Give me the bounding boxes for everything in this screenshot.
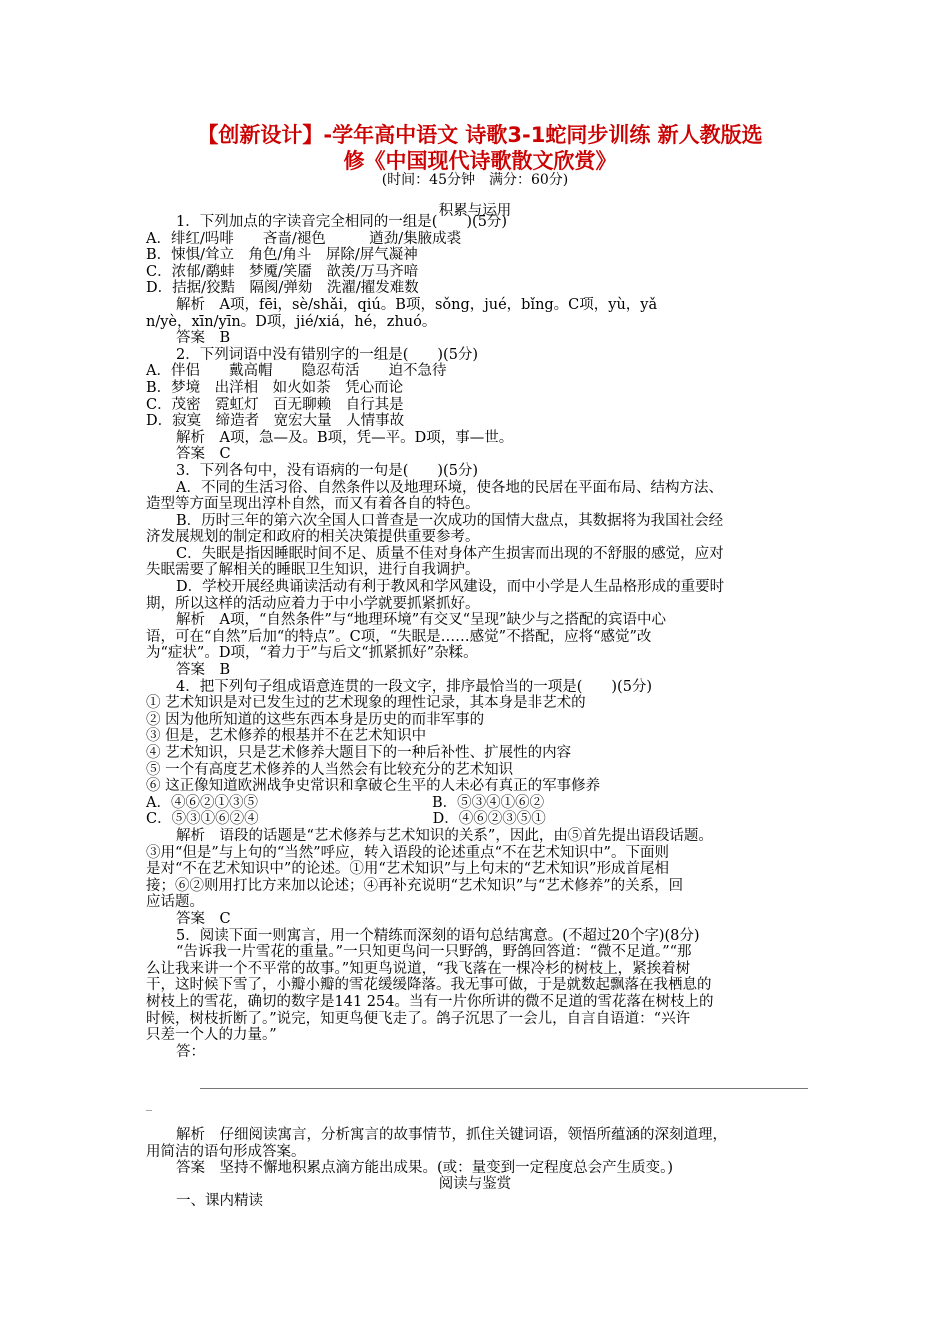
text-line: 答案 C [176,446,231,463]
section-subheading [176,1193,838,1210]
answer-dash: _ [146,1097,152,1111]
text-line: 语，可在“自然”后加“的特点”。C项，“失眠是……感觉”不搭配，应将“感觉”改 [146,628,652,645]
exercise-body [146,214,808,1060]
text-line: 4．把下列句子组成语意连贯的一段文字，排序最恰当的一项是( )(5分) [176,678,653,695]
text-line: A．④⑥②①③⑤ B．⑤③④①⑥② [146,794,545,811]
text-line: 为“症状”。D项，“着力于”与后文“抓紧抓好”杂糅。 [146,645,478,662]
document-title-line1: 【创新设计】-学年高中语文 诗歌3-1蛇同步训练 新人教版选 [197,123,763,147]
text-line: C．失眠是指因睡眠时间不足、质量不佳对身体产生损害而出现的不舒服的感觉，应对 [176,545,724,562]
text-line: 解析 A项，fēi，sè/shǎi，qiú。B项，sǒng，jué，bǐng。C项，yù，yǎ [176,296,658,313]
text-line: 树枝上的雪花，确切的数字是141 254。当有一片你所讲的微不足道的雪花落在树枝上的 [146,993,714,1010]
text-line: 解析 仔细阅读寓言，分析寓言的故事情节，抓住关键词语，领悟所蕴涵的深刻道理， [176,1127,727,1143]
text-line: 解析 A项，急—及。B项，凭—平。D项，事—世。 [176,429,514,446]
text-line: 答案 C [176,910,231,927]
text-line: 3．下列各句中，没有语病的一句是( )(5分) [176,462,479,479]
text-line: 接；⑥②则用打比方来加以论述；④再补充说明“艺术知识”与“艺术修养”的关系，回 [146,877,684,894]
text-line: ⑥ 这正像知道欧洲战争史常识和拿破仑生平的人未必有真正的军事修养 [146,778,601,795]
text-line: D．寂寞 缔造者 宽宏大量 人情事故 [146,413,405,430]
text-line: 答案 B [176,330,231,347]
text-line: D．学校开展经典诵读活动有利于教风和学风建设，而中小学是人生品格形成的重要时 [176,579,725,596]
text-line: A．伴侣 戴高帽 隐忍苟活 迫不急待 [146,363,447,380]
text-line: C．浓郁/鹬蚌 梦魇/笑靥 歆羡/万马齐喑 [146,263,419,280]
text-line: 2．下列词语中没有错别字的一组是( )(5分) [176,346,479,363]
text-line: 答案 坚持不懈地积累点滴方能出成果。(或：量变到一定程度总会产生质变。) [176,1160,674,1177]
text-line: 时候，树枝折断了。”说完，知更鸟便飞走了。鸽子沉思了一会儿，自言自语道：“兴许 [146,1010,691,1027]
text-line: 造型等方面呈现出淳朴自然，而又有着各自的特色。 [146,496,480,513]
text-line: 答案 B [176,662,231,679]
text-line: B．悚惧/耸立 角色/角斗 屏除/屏气凝神 [146,247,418,264]
text-line: ① 艺术知识是对已发生过的艺术现象的理性记录，其本身是非艺术的 [146,695,586,712]
text-line: C．茂密 霓虹灯 百无聊赖 自行其是 [146,396,404,413]
text-line: ③ 但是，艺术修养的根基并不在艺术知识中 [146,728,427,745]
text-line: 解析 语段的话题是“艺术修养与艺术知识的关系”，因此，由⑤首先提出语段话题。 [176,827,713,844]
text-line: 期，所以这样的活动应着力于中小学就要抓紧抓好。 [146,595,480,612]
text-line: 用简洁的语句形成答案。 [146,1143,306,1160]
text-line: “告诉我一片雪花的重量。”一只知更鸟问一只野鸽，野鸽回答道：“微不足道。”“那 [176,944,692,961]
section-heading-2: 阅读与鉴赏 [438,1176,512,1192]
section-heading-1: 积累与运用 [438,203,512,219]
text-line: 济发展规划的制定和政府的相关决策提供重要参考。 [146,529,480,546]
text-line: 5．阅读下面一则寓言，用一个精练而深刻的语句总结寓意。(不超过20个字)(8分) [176,927,700,944]
text-line: 应话题。 [146,894,204,911]
text-line: 答： [176,1043,205,1060]
answer-explanation [146,1127,808,1177]
text-line: B．梦境 出洋相 如火如荼 凭心而论 [146,379,404,396]
text-line: A．不同的生活习俗、自然条件以及地理环境，使各地的民居在平面布局、结构方法、 [176,479,723,496]
document-title-line2: 修《中国现代诗歌散文欣赏》 [343,149,617,173]
text-line: B．历时三年的第六次全国人口普查是一次成功的国情大盘点，其数据将为我国社会经 [176,512,724,529]
text-line: 解析 A项，“自然条件”与“地理环境”有交叉“呈现”缺少与之搭配的宾语中心 [176,612,666,629]
answer-line[interactable] [200,1088,808,1089]
text-line: ④ 艺术知识，只是艺术修养大题目下的一种后补性、扩展性的内容 [146,745,572,761]
text-line: 1．下列加点的字读音完全相同的一组是( )(5分) [176,214,508,230]
text-line: 干，这时候下雪了，小瓣小瓣的雪花缓缓降落。我无事可做，于是就数起飘落在我栖息的 [146,977,712,994]
text-line: 失眠需要了解相关的睡眠卫生知识，进行自我调护。 [146,562,480,579]
text-line: ③用“但是”与上句的“当然”呼应，转入语段的论述重点“不在艺术知识中”。下面则 [146,844,669,861]
text-line: n/yè，xīn/yīn。D项，jié/xiá，hé，zhuó。 [146,313,437,330]
text-line: D．拮据/狡黠 隔阂/弹劾 洗濯/擢发难数 [146,280,419,297]
text-line: 只差一个人的力量。” [146,1027,277,1044]
text-line: C．⑤③①⑥②④ D．④⑥②③⑤① [146,811,546,828]
text-line: 么让我来讲一个不平常的故事。”知更鸟说道，“我飞落在一棵冷杉的树枝上，紧挨着树 [146,960,691,977]
text-line: A．绯红/吗啡 吝啬/褪色 遒劲/集腋成裘 [146,230,462,247]
document-subtitle: (时间：45分钟 满分：60分) [381,172,569,188]
text-line: ② 因为他所知道的这些东西本身是历史的而非军事的 [146,711,485,728]
subheading-text: 一、课内精读 [176,1193,263,1209]
text-line: 是对“不在艺术知识中”的论述。①用“艺术知识”与上句末的“艺术知识”形成首尾相 [146,861,669,878]
text-line: ⑤ 一个有高度艺术修养的人当然会有比较充分的艺术知识 [146,761,514,778]
